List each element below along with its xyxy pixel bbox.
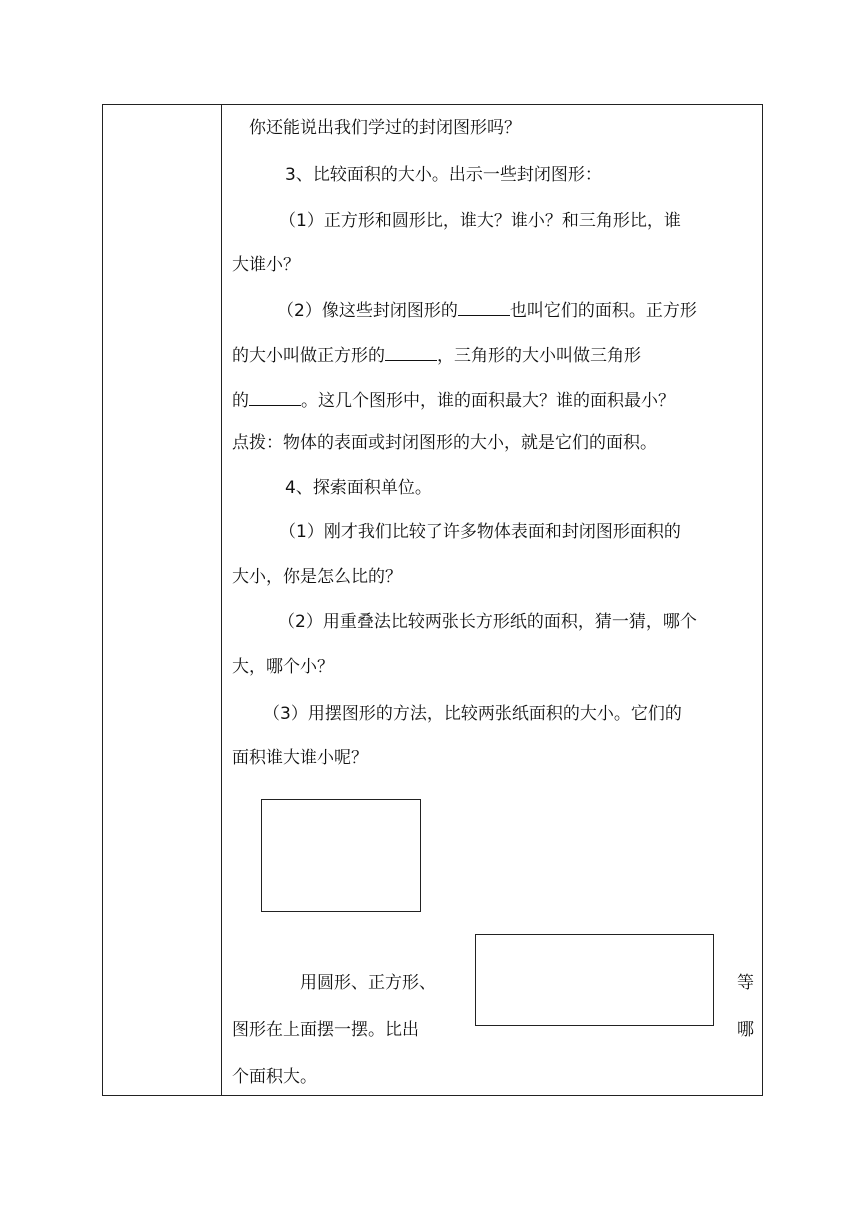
text-line-1: 你还能说出我们学过的封闭图形吗？	[249, 118, 521, 138]
text-line-18: 个面积大。	[232, 1067, 317, 1087]
text-line-2: 3、比较面积的大小。出示一些封闭图形：	[285, 165, 602, 185]
text-line-7-end: 。这几个图形中，谁的面积最大？谁的面积最小？	[301, 391, 675, 411]
text-line-6-end: ，三角形的大小叫做三角形	[437, 346, 641, 366]
text-line-12: （2）用重叠法比较两张长方形纸的面积，猜一猜，哪个	[278, 612, 697, 632]
rectangle-paper-2	[475, 934, 714, 1026]
column-divider	[221, 104, 222, 1096]
text-line-7-start: 的	[232, 391, 249, 411]
text-line-4: 大谁小？	[232, 255, 300, 275]
text-line-5-end: 也叫它们的面积。正方形	[509, 301, 697, 321]
fill-blank-1	[458, 299, 510, 316]
text-line-3: （1）正方形和圆形比，谁大？谁小？和三角形比，谁	[279, 211, 681, 231]
text-line-11: 大小，你是怎么比的？	[232, 567, 402, 587]
rectangle-paper-1	[261, 799, 421, 912]
text-line-7	[232, 389, 675, 411]
text-line-5	[277, 299, 697, 321]
fill-blank-3	[249, 389, 301, 406]
text-line-17-end: 哪	[737, 1020, 754, 1040]
text-line-9: 4、探索面积单位。	[285, 478, 432, 498]
text-line-15: 面积谁大谁小呢？	[232, 748, 368, 768]
text-line-6-start: 的大小叫做正方形的	[232, 346, 385, 366]
text-line-10: （1）刚才我们比较了许多物体表面和封闭图形面积的	[279, 522, 681, 542]
text-line-13: 大，哪个小？	[232, 657, 334, 677]
text-line-5-start: （2）像这些封闭图形的	[277, 301, 458, 321]
text-line-16-start: 用圆形、正方形、	[300, 973, 436, 993]
text-line-16-end: 等	[737, 973, 754, 993]
text-line-14: （3）用摆图形的方法，比较两张纸面积的大小。它们的	[263, 704, 682, 724]
fill-blank-2	[385, 344, 437, 361]
text-line-8: 点拨：物体的表面或封闭图形的大小，就是它们的面积。	[232, 433, 657, 453]
text-line-17-start: 图形在上面摆一摆。比出	[232, 1020, 419, 1040]
text-line-6	[232, 344, 641, 366]
